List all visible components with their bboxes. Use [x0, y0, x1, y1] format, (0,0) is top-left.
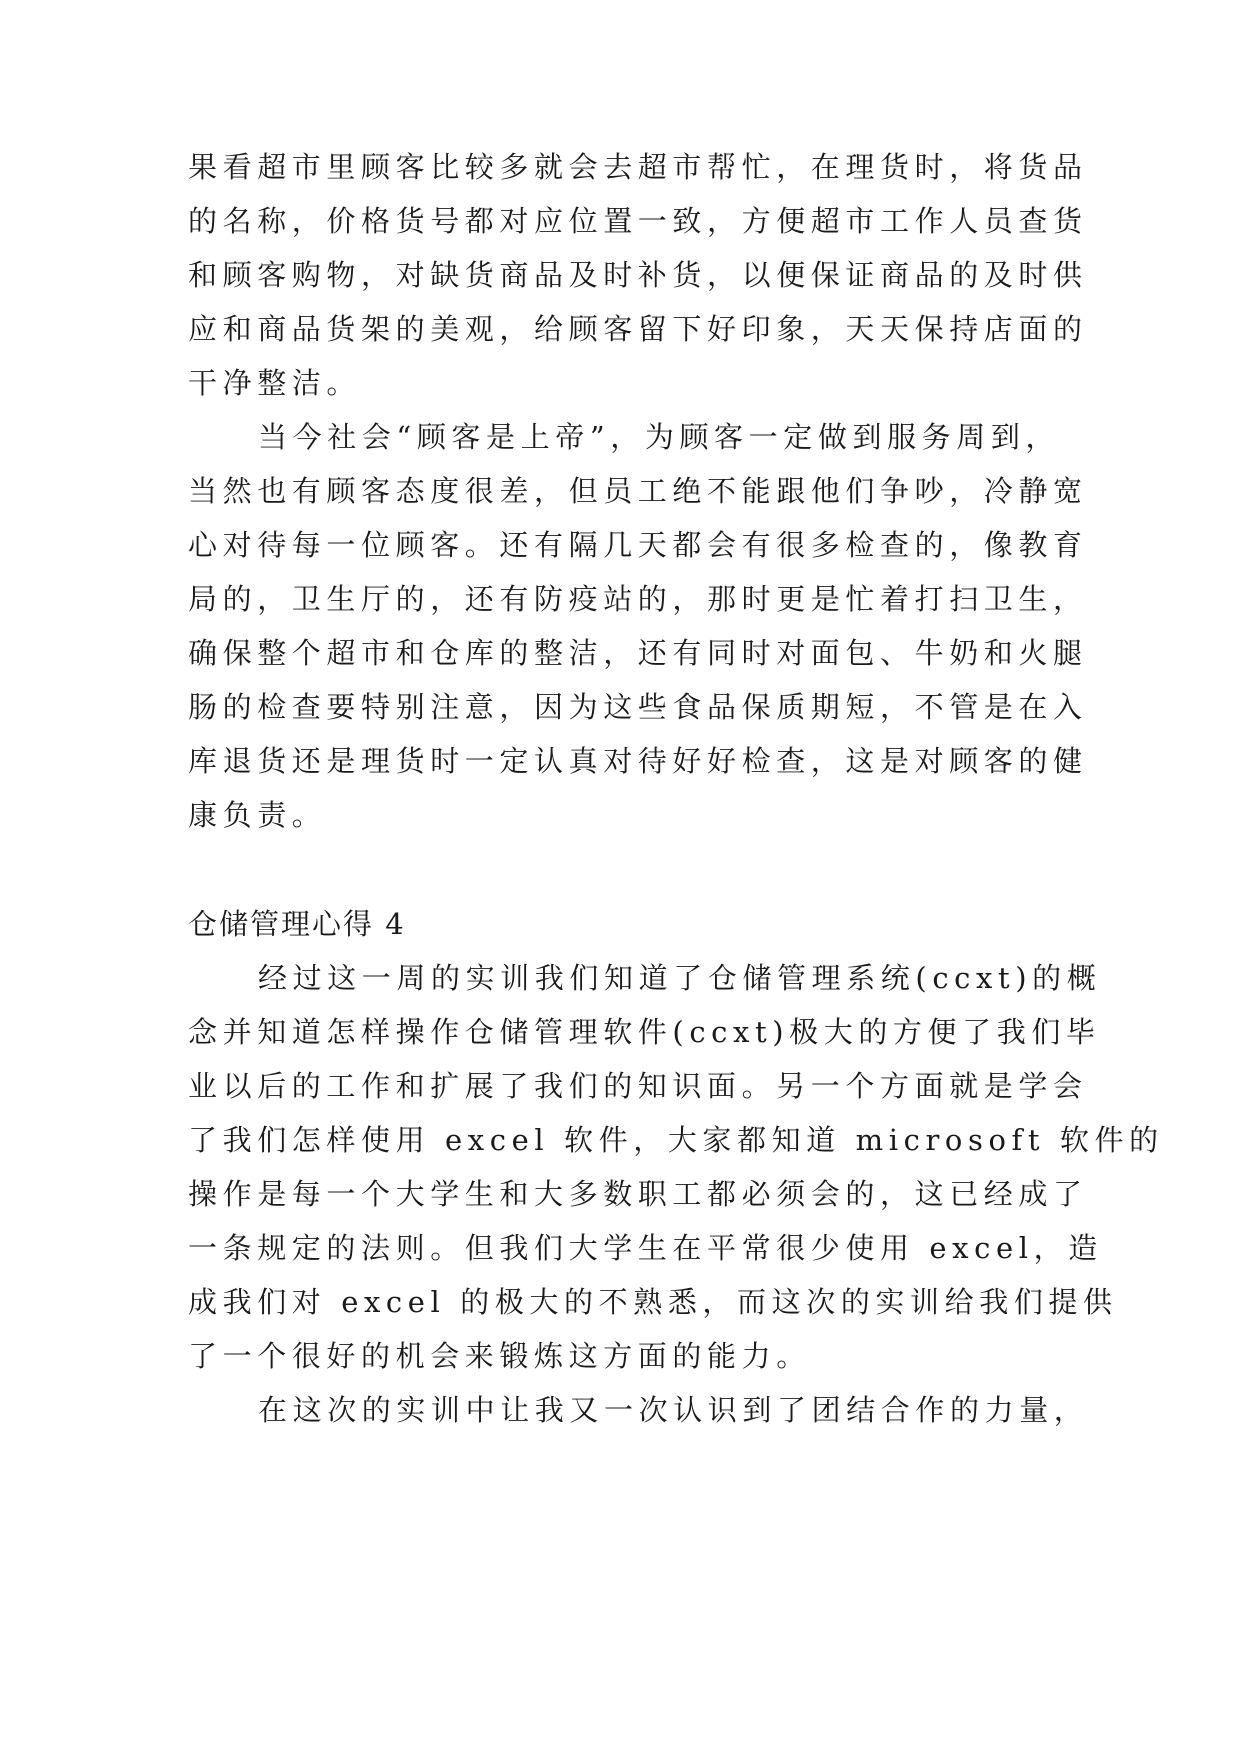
paragraph-2-line-6: 肠的检查要特别注意，因为这些食品保质期短，不管是在入 — [188, 690, 1088, 724]
paragraph-2-line-4: 局的，卫生厅的，还有防疫站的，那时更是忙着打扫卫生， — [188, 582, 1088, 616]
paragraph-3-line-1: 经过这一周的实训我们知道了仓储管理系统(ccxt)的概 — [258, 961, 1102, 995]
paragraph-1-line-3: 和顾客购物，对缺货商品及时补货，以便保证商品的及时供 — [188, 258, 1088, 292]
paragraph-3-line-6: 一条规定的法则。但我们大学生在平常很少使用 excel，造 — [188, 1231, 1103, 1265]
paragraph-2-line-3: 心对待每一位顾客。还有隔几天都会有很多检查的，像教育 — [188, 528, 1088, 562]
paragraph-3-line-2: 念并知道怎样操作仓储管理软件(ccxt)极大的方便了我们毕 — [188, 1015, 1101, 1049]
paragraph-1-line-1: 果看超市里顾客比较多就会去超市帮忙，在理货时，将货品 — [188, 150, 1088, 184]
paragraph-2-line-8: 康负责。 — [188, 798, 327, 832]
paragraph-1-line-2: 的名称，价格货号都对应位置一致，方便超市工作人员查货 — [188, 204, 1088, 238]
paragraph-3-line-7: 成我们对 excel 的极大的不熟悉，而这次的实训给我们提供 — [188, 1285, 1118, 1319]
paragraph-3-line-3: 业以后的工作和扩展了我们的知识面。另一个方面就是学会 — [188, 1069, 1088, 1103]
paragraph-3-line-5: 操作是每一个大学生和大多数职工都必须会的，这已经成了 — [188, 1177, 1088, 1211]
paragraph-1-line-5: 干净整洁。 — [188, 366, 362, 400]
paragraph-4-line-1: 在这次的实训中让我又一次认识到了团结合作的力量， — [258, 1393, 1089, 1427]
paragraph-2-line-2: 当然也有顾客态度很差，但员工绝不能跟他们争吵，冷静宽 — [188, 474, 1088, 508]
paragraph-1-line-4: 应和商品货架的美观，给顾客留下好印象，天天保持店面的 — [188, 312, 1088, 346]
section-heading: 仓储管理心得 4 — [188, 907, 406, 941]
paragraph-2-line-7: 库退货还是理货时一定认真对待好好检查，这是对顾客的健 — [188, 744, 1088, 778]
paragraph-3-line-4: 了我们怎样使用 excel 软件，大家都知道 microsoft 软件的 — [188, 1123, 1164, 1157]
paragraph-2-line-1: 当今社会“顾客是上帝”，为顾客一定做到服务周到， — [258, 420, 1061, 454]
paragraph-3-line-8: 了一个很好的机会来锻炼这方面的能力。 — [188, 1339, 811, 1373]
paragraph-2-line-5: 确保整个超市和仓库的整洁，还有同时对面包、牛奶和火腿 — [188, 636, 1088, 670]
